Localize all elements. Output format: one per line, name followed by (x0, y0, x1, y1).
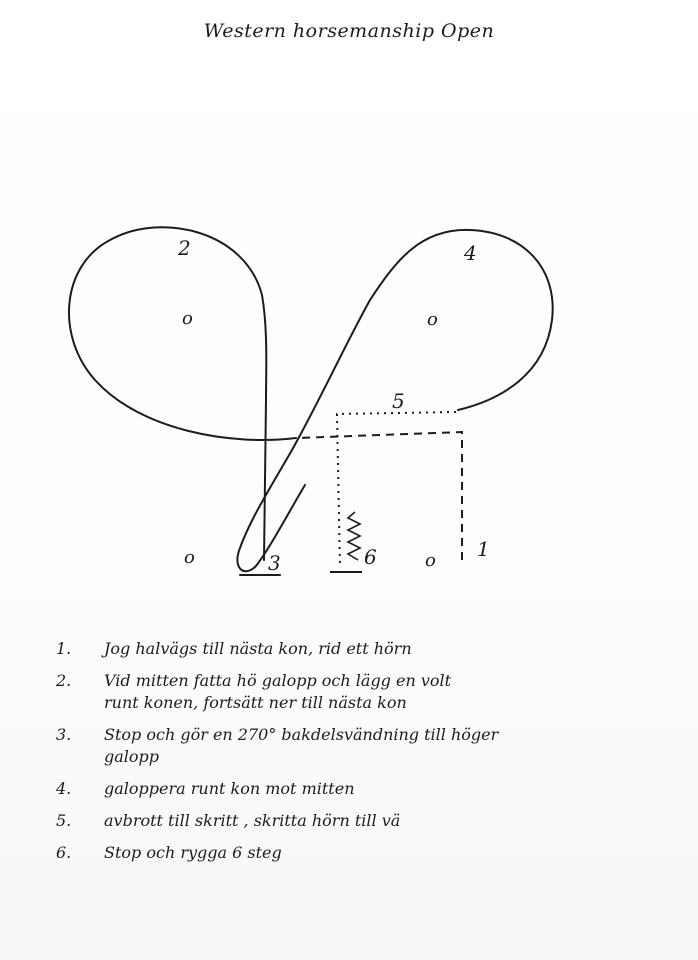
step-item (56, 842, 656, 864)
step-item (56, 778, 656, 800)
cone-right-loop: o (427, 309, 438, 330)
page-title: Western horsemanship Open (203, 20, 495, 42)
marker-2: 2 (178, 236, 191, 260)
step-text-continued: galopp (104, 747, 160, 766)
step-text-continued: runt konen, fortsätt ner till nästa kon (104, 693, 407, 712)
step-number: 5. (56, 811, 72, 830)
marker-5: 5 (392, 389, 405, 413)
step-item (56, 670, 656, 714)
step-text: Stop och gör en 270° bakdelsvändning till höger (104, 725, 499, 744)
jog-path (298, 432, 462, 560)
backup-zigzag (348, 512, 360, 560)
step-item (56, 638, 656, 660)
cone-left-loop: o (182, 308, 193, 329)
cone-bottom-right: o (425, 550, 436, 571)
marker-3: 3 (268, 551, 281, 575)
step-number: 3. (56, 725, 72, 744)
step-number: 4. (56, 779, 72, 798)
step-text: galoppera runt kon mot mitten (104, 779, 355, 798)
step-text: Jog halvägs till nästa kon, rid ett hörn (104, 639, 412, 658)
marker-1: 1 (477, 537, 490, 561)
marker-6: 6 (364, 545, 377, 569)
step-text: Stop och rygga 6 steg (104, 843, 282, 862)
step-number: 6. (56, 843, 72, 862)
left-lope-circle (69, 227, 296, 560)
cone-bottom-left: o (184, 547, 195, 568)
step-item (56, 810, 656, 832)
step-text: Vid mitten fatta hö galopp och lägg en volt (104, 671, 452, 690)
marker-4: 4 (464, 241, 477, 265)
step-number: 1. (56, 639, 72, 658)
step-text: avbrott till skritt , skritta hörn till vä (104, 811, 401, 830)
step-number: 2. (56, 671, 72, 690)
instruction-list (56, 638, 656, 874)
step-item (56, 724, 656, 768)
